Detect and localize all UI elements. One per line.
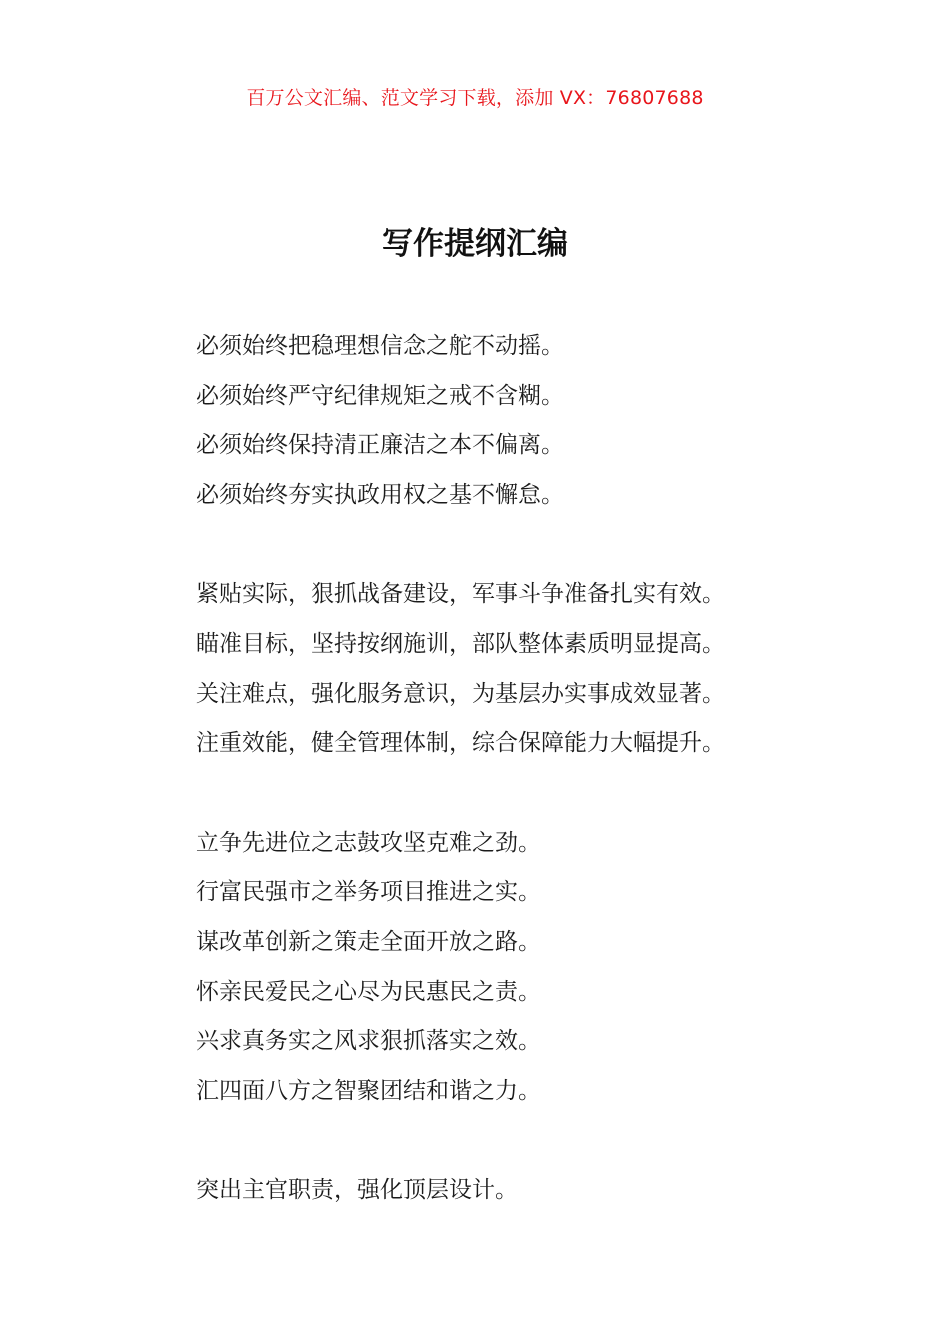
text-line: 注重效能，健全管理体制，综合保障能力大幅提升。 — [196, 730, 725, 757]
paragraph-1 — [196, 322, 816, 520]
paragraph-3 — [196, 819, 816, 1117]
document-body — [196, 322, 816, 1266]
text-line: 立争先进位之志鼓攻坚克难之劲。 — [196, 829, 541, 856]
text-line: 必须始终夯实执政用权之基不懈怠。 — [196, 481, 564, 508]
text-line: 谋改革创新之策走全面开放之路。 — [196, 928, 541, 955]
header-note: 百万公文汇编、范文学习下载，添加 VX：76807688 — [246, 87, 704, 109]
text-line: 必须始终保持清正廉洁之本不偏离。 — [196, 432, 564, 459]
paragraph-2 — [196, 570, 816, 768]
document-title: 写作提纲汇编 — [382, 226, 568, 262]
text-line: 怀亲民爱民之心尽为民惠民之责。 — [196, 978, 541, 1005]
text-line: 必须始终把稳理想信念之舵不动摇。 — [196, 333, 564, 359]
text-line: 必须始终严守纪律规矩之戒不含糊。 — [196, 382, 564, 409]
text-line: 行富民强市之举务项目推进之实。 — [196, 879, 541, 906]
text-line: 瞄准目标，坚持按纲施训，部队整体素质明显提高。 — [196, 630, 725, 657]
paragraph-4 — [196, 1166, 816, 1216]
text-line: 汇四面八方之智聚团结和谐之力。 — [196, 1077, 541, 1104]
text-line: 紧贴实际，狠抓战备建设，军事斗争准备扎实有效。 — [196, 581, 725, 608]
text-line: 关注难点，强化服务意识，为基层办实事成效显著。 — [196, 680, 725, 707]
text-line: 兴求真务实之风求狠抓落实之效。 — [196, 1028, 541, 1055]
text-line: 突出主官职责，强化顶层设计。 — [196, 1177, 518, 1204]
